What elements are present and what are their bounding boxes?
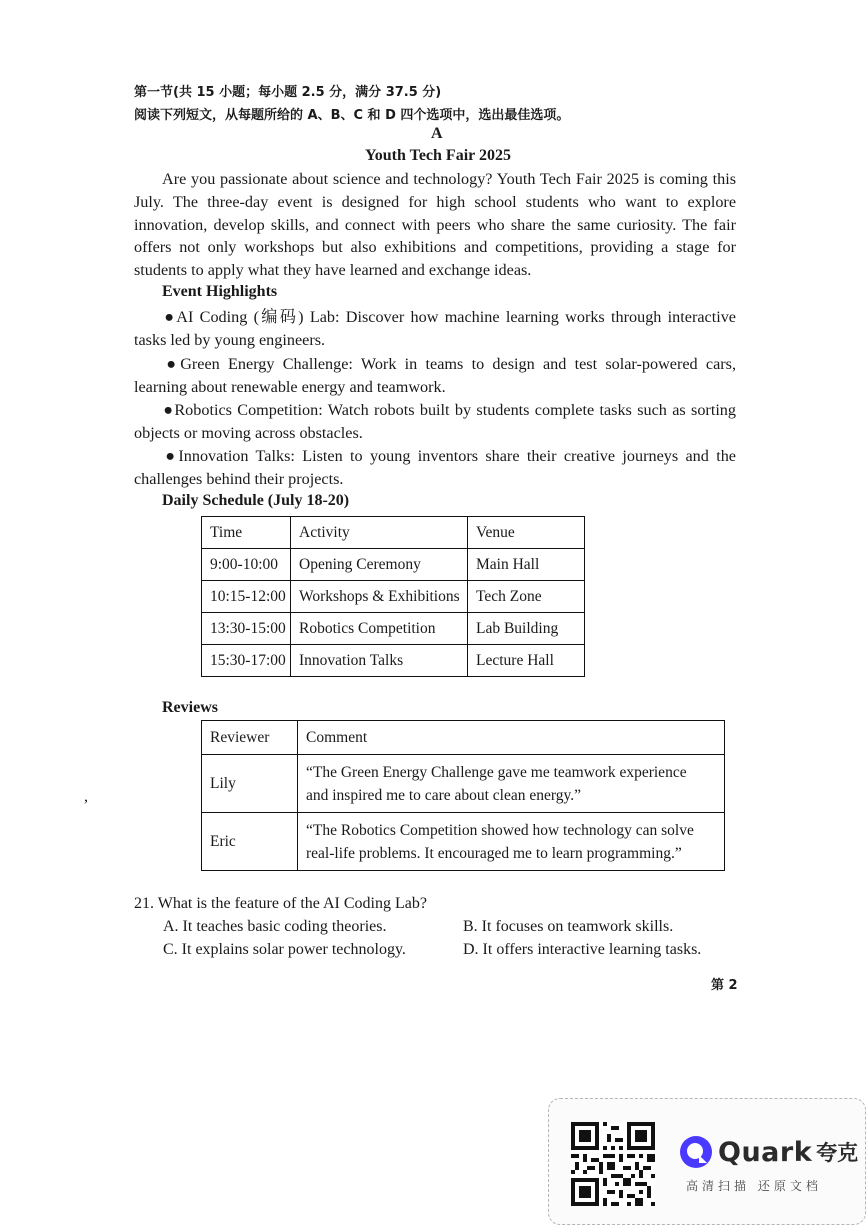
reviews-table [201,720,725,871]
reviewer-cell: Eric [202,813,298,871]
table-row [202,581,585,613]
quark-logo [679,1135,858,1169]
venue-cell: Lecture Hall [468,645,585,677]
option-d: D. It offers interactive learning tasks. [463,941,702,958]
highlight-text: ●Innovation Talks: Listen to young inventors share their creative journeys and the challenges behind their projects. [134,447,736,488]
table-row [202,549,585,581]
quark-logo-icon [679,1135,713,1169]
highlight-robotics [134,399,736,445]
time-cell: 13:30-15:00 [202,613,291,645]
page-marker: 第 2 [711,978,738,993]
quark-watermark [548,1098,866,1225]
table-row [202,613,585,645]
schedule-table [201,516,585,677]
highlights-heading: Event Highlights [162,283,278,300]
highlight-green-energy [134,353,736,399]
table-row [202,645,585,677]
option-c: C. It explains solar power technology. [163,941,406,958]
comment-cell: “The Green Energy Challenge gave me teamwork experience and inspired me to care about clean energy.” [298,755,725,813]
quark-tagline: 高清扫描 还原文档 [686,1179,822,1193]
activity-cell: Innovation Talks [291,645,468,677]
table-header-cell: Comment [298,721,725,755]
table-row [202,755,725,813]
passage-title: Youth Tech Fair 2025 [365,147,511,164]
activity-cell: Opening Ceremony [291,549,468,581]
activity-cell: Workshops & Exhibitions [291,581,468,613]
quark-brand-text: Quark [718,1136,813,1168]
venue-cell: Tech Zone [468,581,585,613]
time-cell: 15:30-17:00 [202,645,291,677]
highlight-text: ●Robotics Competition: Watch robots built by students complete tasks such as sorting objects or moving across obstacles. [134,401,736,442]
highlight-ai-coding [134,306,736,352]
highlight-innovation-talks [134,445,736,491]
section-heading: 第一节(共 15 小题；每小题 2.5 分，满分 37.5 分) [134,85,442,100]
intro-paragraph [134,168,736,282]
table-header-row [202,721,725,755]
quark-brand-cn-text: 夸克 [816,1141,859,1165]
option-b: B. It focuses on teamwork skills. [463,918,674,935]
table-header-cell: Reviewer [202,721,298,755]
comment-cell: “The Robotics Competition showed how technology can solve real-life problems. It encouraged me to learn programming.” [298,813,725,871]
highlight-text: ●Green Energy Challenge: Work in teams to design and test solar-powered cars, learning about renewable energy and teamwork. [134,355,736,396]
venue-cell: Lab Building [468,613,585,645]
table-header-row [202,517,585,549]
time-cell: 10:15-12:00 [202,581,291,613]
qr-code-icon [571,1122,655,1206]
table-header-cell: Venue [468,517,585,549]
passage-letter: A [431,125,443,142]
stray-mark: , [84,788,88,805]
table-header-cell: Time [202,517,291,549]
instruction-line: 阅读下列短文，从每题所给的 A、B、C 和 D 四个选项中，选出最佳选项。 [134,108,570,123]
intro-text: Are you passionate about science and technology? Youth Tech Fair 2025 is coming this July. The three-day event is designed for high school students who want to explore innovation, develop skills, and connect with peers who share the same curiosity. The fair offers not only workshops but also exhibitions and competitions, providing a stage for students to apply what they have learned and exchange ideas. [134,170,736,280]
highlight-text: ●AI Coding (编码) Lab: Discover how machine learning works through interactive tasks led by young engineers. [134,308,736,349]
table-row [202,813,725,871]
question-stem: 21. What is the feature of the AI Coding Lab? [134,895,427,912]
venue-cell: Main Hall [468,549,585,581]
reviews-heading: Reviews [162,699,218,716]
reviewer-cell: Lily [202,755,298,813]
option-a: A. It teaches basic coding theories. [163,918,387,935]
activity-cell: Robotics Competition [291,613,468,645]
time-cell: 9:00-10:00 [202,549,291,581]
table-header-cell: Activity [291,517,468,549]
schedule-heading: Daily Schedule (July 18-20) [162,492,350,509]
